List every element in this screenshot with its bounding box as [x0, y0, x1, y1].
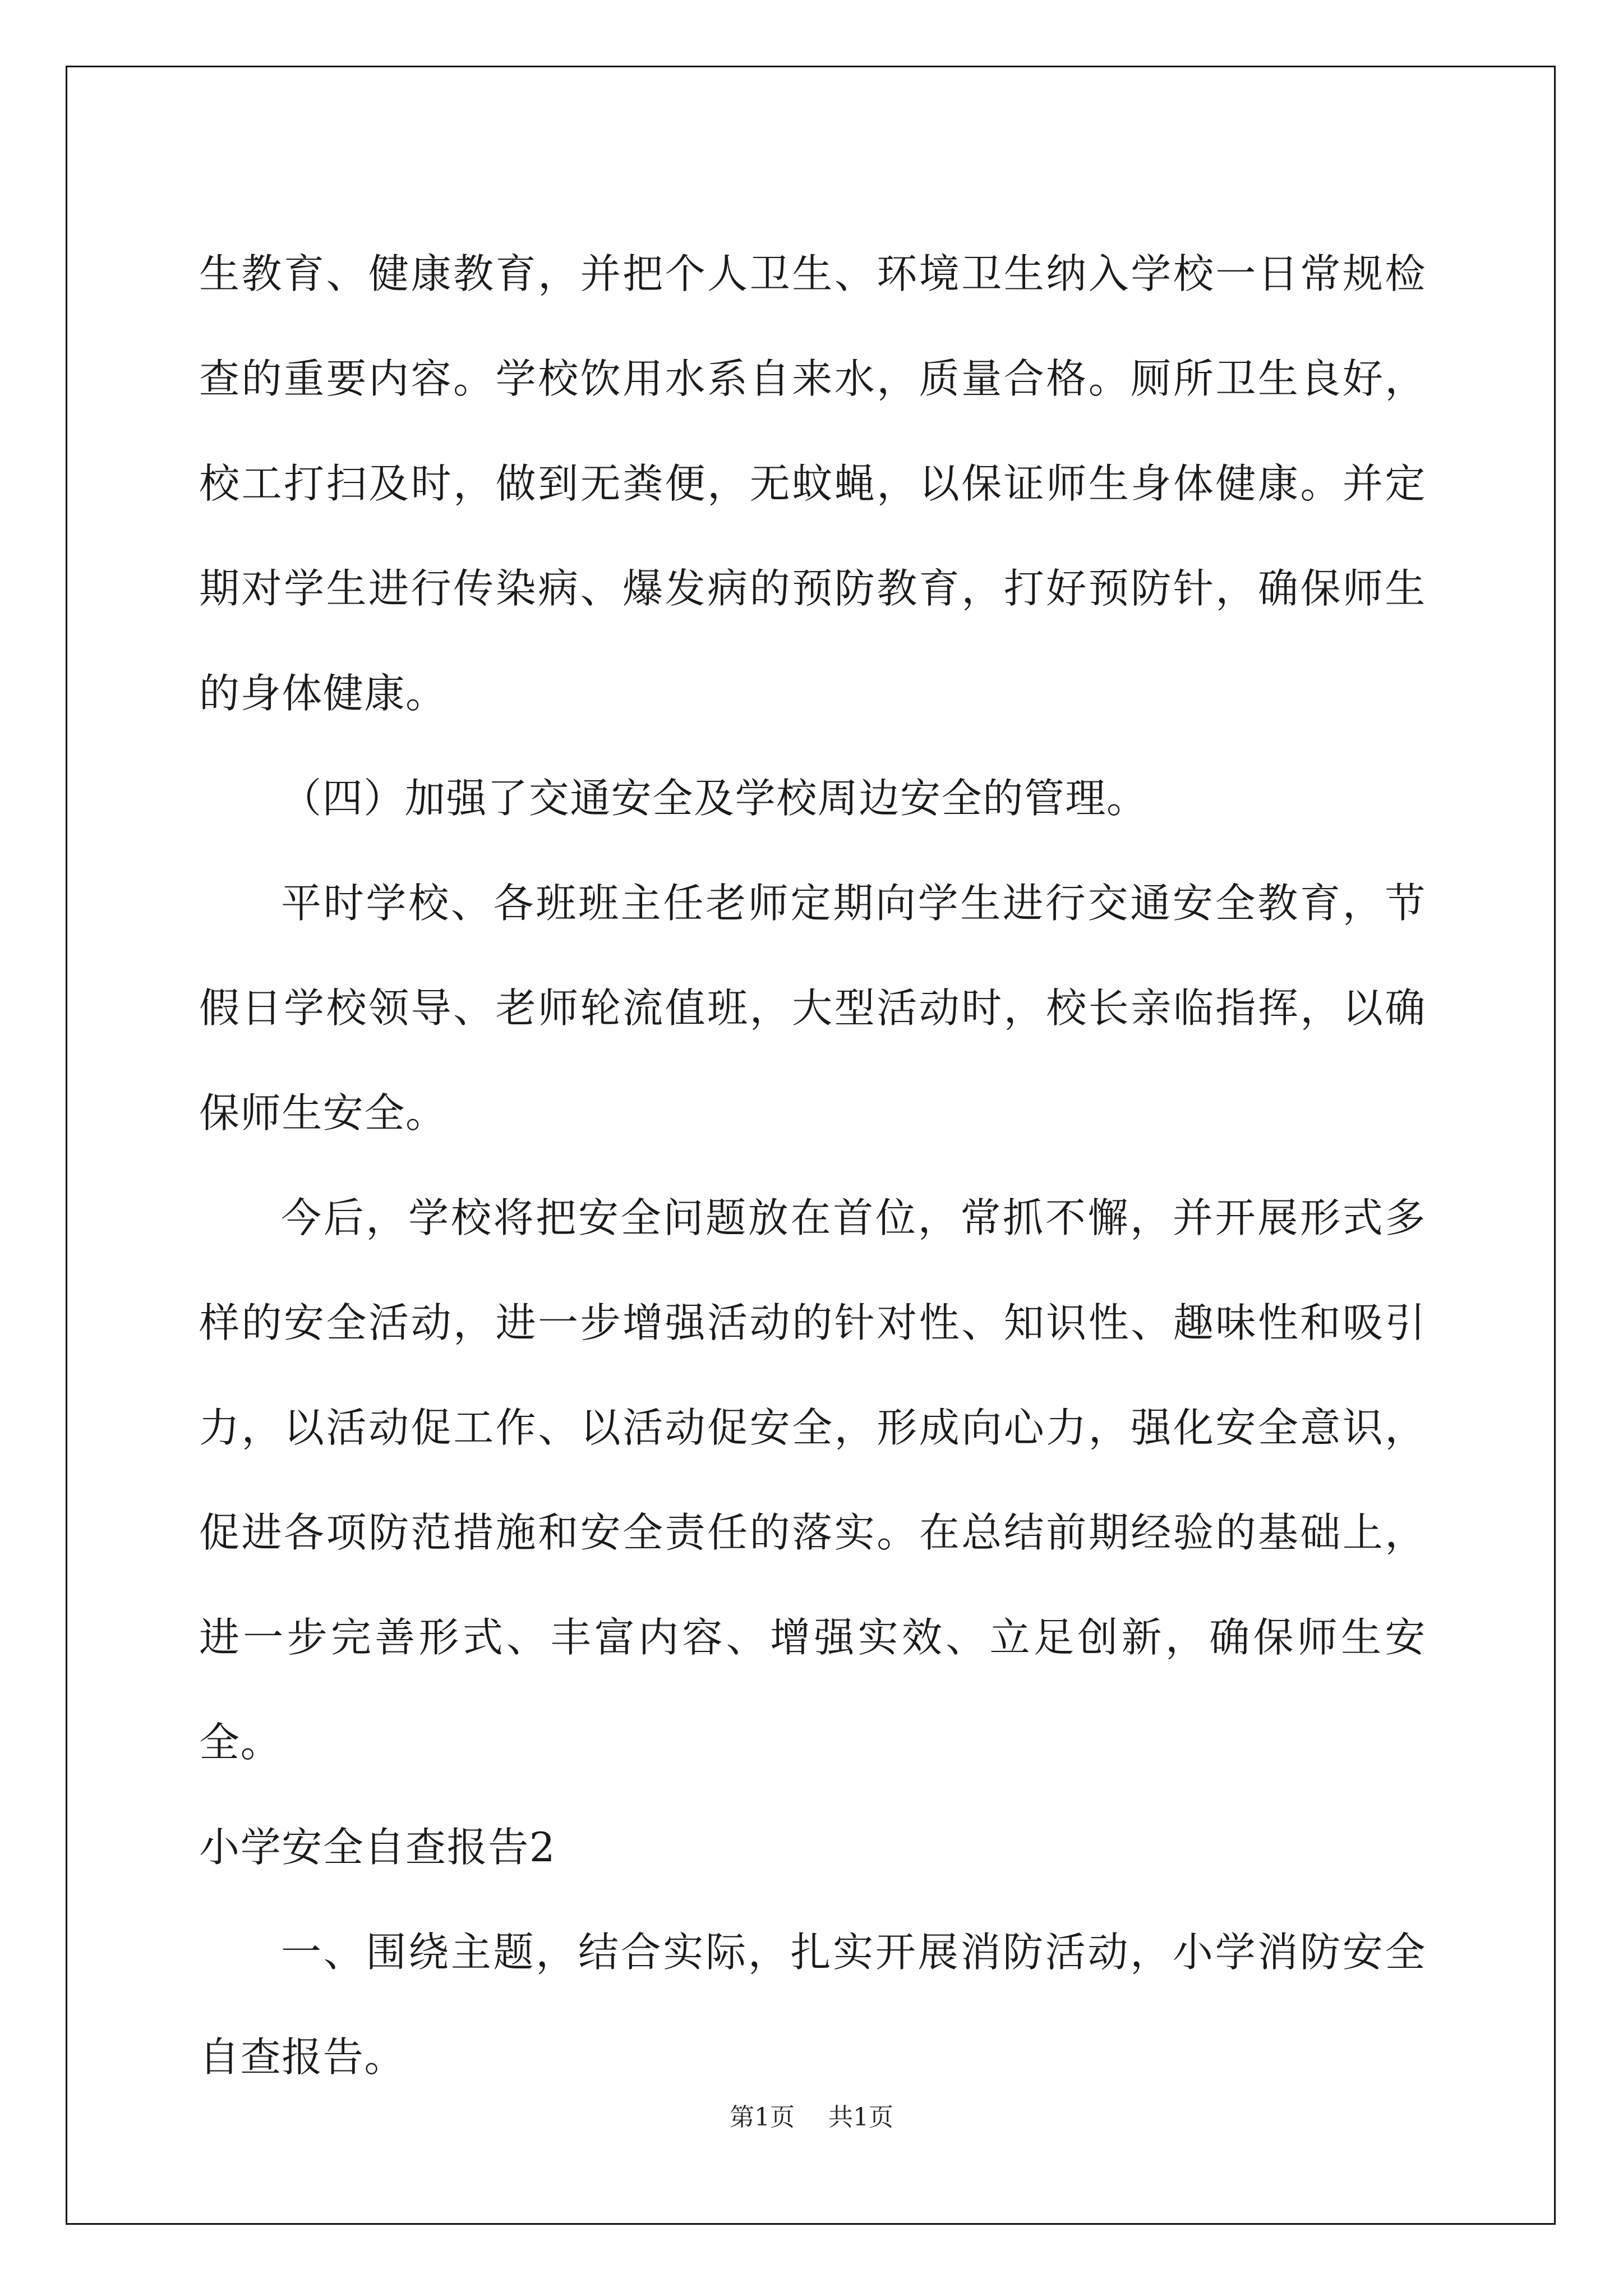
paragraph-section-four-heading: （四）加强了交通安全及学校周边安全的管理。 [281, 775, 1148, 822]
page-number-current: 第1页 [730, 2103, 795, 2132]
page-number-total: 共1页 [828, 2103, 893, 2132]
page-footer [0, 2101, 1623, 2134]
paragraph-fire-safety: 一、围绕主题，结合实际，扎实开展消防活动，小学消防安全自查报告。 [199, 1929, 1426, 2081]
report-title-2: 小学安全自查报告2 [199, 1824, 556, 1871]
paragraph-future-plans: 今后，学校将把安全问题放在首位，常抓不懈，并开展形式多样的安全活动，进一步增强活动的针对性、知识性、趣味性和吸引力，以活动促工作、以活动促安全，形成向心力，强化安全意识，促进各项防范措施和安全责任的落实。在总结前期经验的基础上，进一步完善形式、丰富内容、增强实效、立足创新，确保师生安全。 [199, 1194, 1426, 1766]
paragraph-health-education: 生教育、健康教育，并把个人卫生、环境卫生纳入学校一日常规检查的重要内容。学校饮用水系自来水，质量合格。厕所卫生良好，校工打扫及时，做到无粪便，无蚊蝇，以保证师生身体健康。并定期对学生进行传染病、爆发病的预防教育，打好预防针，确保师生的身体健康。 [199, 250, 1426, 717]
document-body [199, 222, 1426, 2110]
paragraph-traffic-safety: 平时学校、各班班主任老师定期向学生进行交通安全教育，节假日学校领导、老师轮流值班，大型活动时，校长亲临指挥，以确保师生安全。 [199, 880, 1426, 1137]
